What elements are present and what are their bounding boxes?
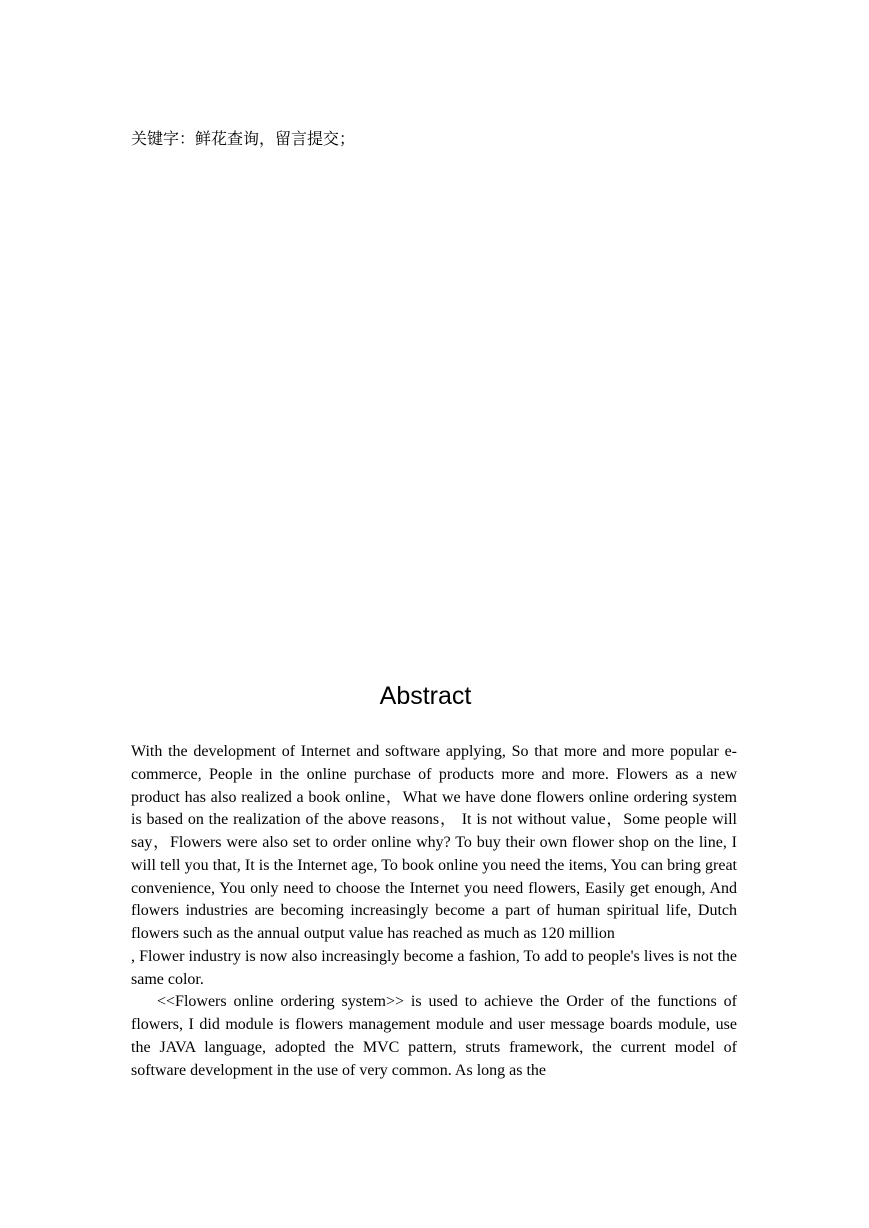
abstract-paragraph-3: <<Flowers online ordering system>> is used to achieve the Order of the functions of flowers, I did module is flowers management module and user message boards module, use the JAVA language, adopted the MVC pattern, struts framework, the current model of software development in the use of very common. As long as the	[131, 993, 737, 1079]
abstract-paragraph-1: With the development of Internet and software applying, So that more and more popular e-commerce, People in the online purchase of products more and more. Flowers as a new product has also realized a book online，What we have done flowers online ordering system is based on the realization of the above reasons， It is not without value，Some people will say，Flowers were also set to order online why? To buy their own flower shop on the line, I will tell you that, It is the Internet age, To book online you need the items, You can bring great convenience, You only need to choose the Internet you need flowers, Easily get enough, And flowers industries are becoming increasingly become a part of human spiritual life, Dutch flowers such as the annual output value has reached as much as 120 million	[131, 743, 737, 942]
abstract-paragraph-2: , Flower industry is now also increasingly become a fashion, To add to people's lives is not the same color.	[131, 947, 737, 988]
keywords-line: 关键字：鲜花查询，留言提交；	[131, 129, 356, 148]
abstract-body	[131, 741, 737, 1082]
abstract-heading: Abstract	[379, 682, 472, 710]
